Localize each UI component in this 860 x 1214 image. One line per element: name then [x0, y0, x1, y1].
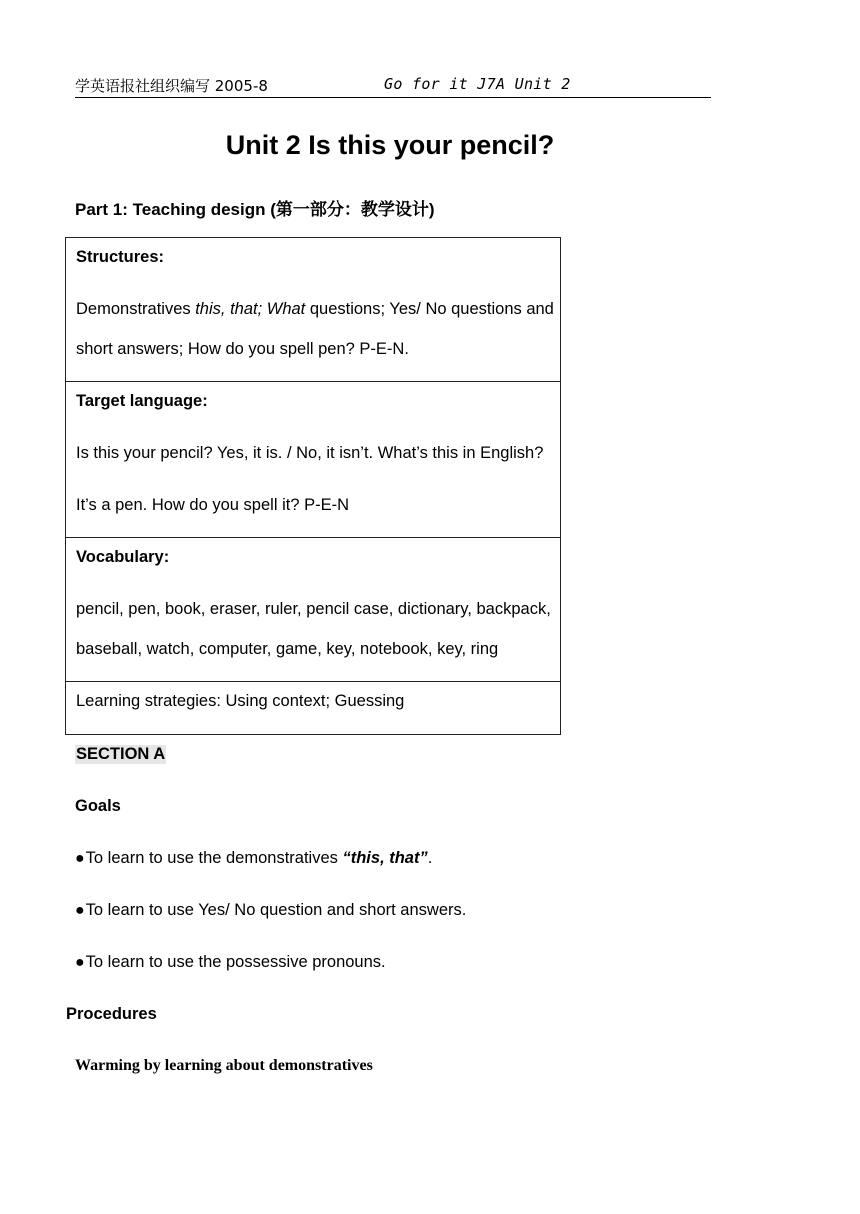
goal-item-text: To learn to use Yes/ No question and short answers. — [85, 901, 467, 919]
learning-strategies-text: Learning strategies: Using context; Guessing — [76, 692, 405, 710]
teaching-design-table — [65, 237, 561, 735]
goal-item-text: To learn to use the demonstratives — [85, 849, 343, 867]
goals-heading: Goals — [75, 797, 121, 815]
section-a-heading: SECTION A — [76, 745, 166, 763]
vocabulary-cell — [66, 538, 560, 682]
warming-subheading: Warming by learning about demonstratives — [75, 1057, 373, 1074]
target-language-line-1: Is this your pencil? Yes, it is. / No, it isn’t. What’s this in English? — [76, 444, 544, 462]
target-language-label: Target language: — [76, 392, 208, 410]
header-center-text: Go for it J7A Unit 2 — [384, 75, 571, 93]
structures-label: Structures: — [76, 248, 165, 266]
structures-line-1-tail: questions; Yes/ No questions and — [305, 300, 554, 318]
page-title: Unit 2 Is this your pencil? — [225, 130, 555, 160]
bullet-icon: ● — [75, 954, 85, 971]
goal-item — [75, 953, 386, 972]
target-language-line-2: It’s a pen. How do you spell it? P-E-N — [76, 496, 349, 514]
part-heading: Part 1: Teaching design (第一部分：教学设计) — [75, 200, 435, 219]
header-rule — [75, 97, 711, 98]
target-language-cell — [66, 382, 560, 538]
goal-item-emphasis: “this, that” — [342, 849, 428, 867]
structures-line-2: short answers; How do you spell pen? P-E-N. — [76, 340, 409, 358]
structures-line-1-italic: this, that; What — [195, 300, 306, 318]
vocabulary-line-2: baseball, watch, computer, game, key, notebook, key, ring — [76, 640, 499, 658]
header-left-text: 学英语报社组织编写 2005-8 — [75, 77, 268, 95]
procedures-heading: Procedures — [66, 1005, 157, 1023]
goal-item-tail: . — [427, 849, 433, 867]
bullet-icon: ● — [75, 850, 85, 867]
structures-line-1 — [76, 300, 554, 319]
vocabulary-label: Vocabulary: — [76, 548, 170, 566]
goal-item — [75, 901, 466, 920]
structures-line-1-text: Demonstratives — [76, 300, 196, 318]
vocabulary-line-1: pencil, pen, book, eraser, ruler, pencil case, dictionary, backpack, — [76, 600, 551, 618]
bullet-icon: ● — [75, 902, 85, 919]
goal-item — [75, 849, 432, 868]
goal-item-text: To learn to use the possessive pronouns. — [85, 953, 386, 971]
structures-cell — [66, 238, 560, 382]
learning-strategies-cell — [66, 682, 560, 734]
